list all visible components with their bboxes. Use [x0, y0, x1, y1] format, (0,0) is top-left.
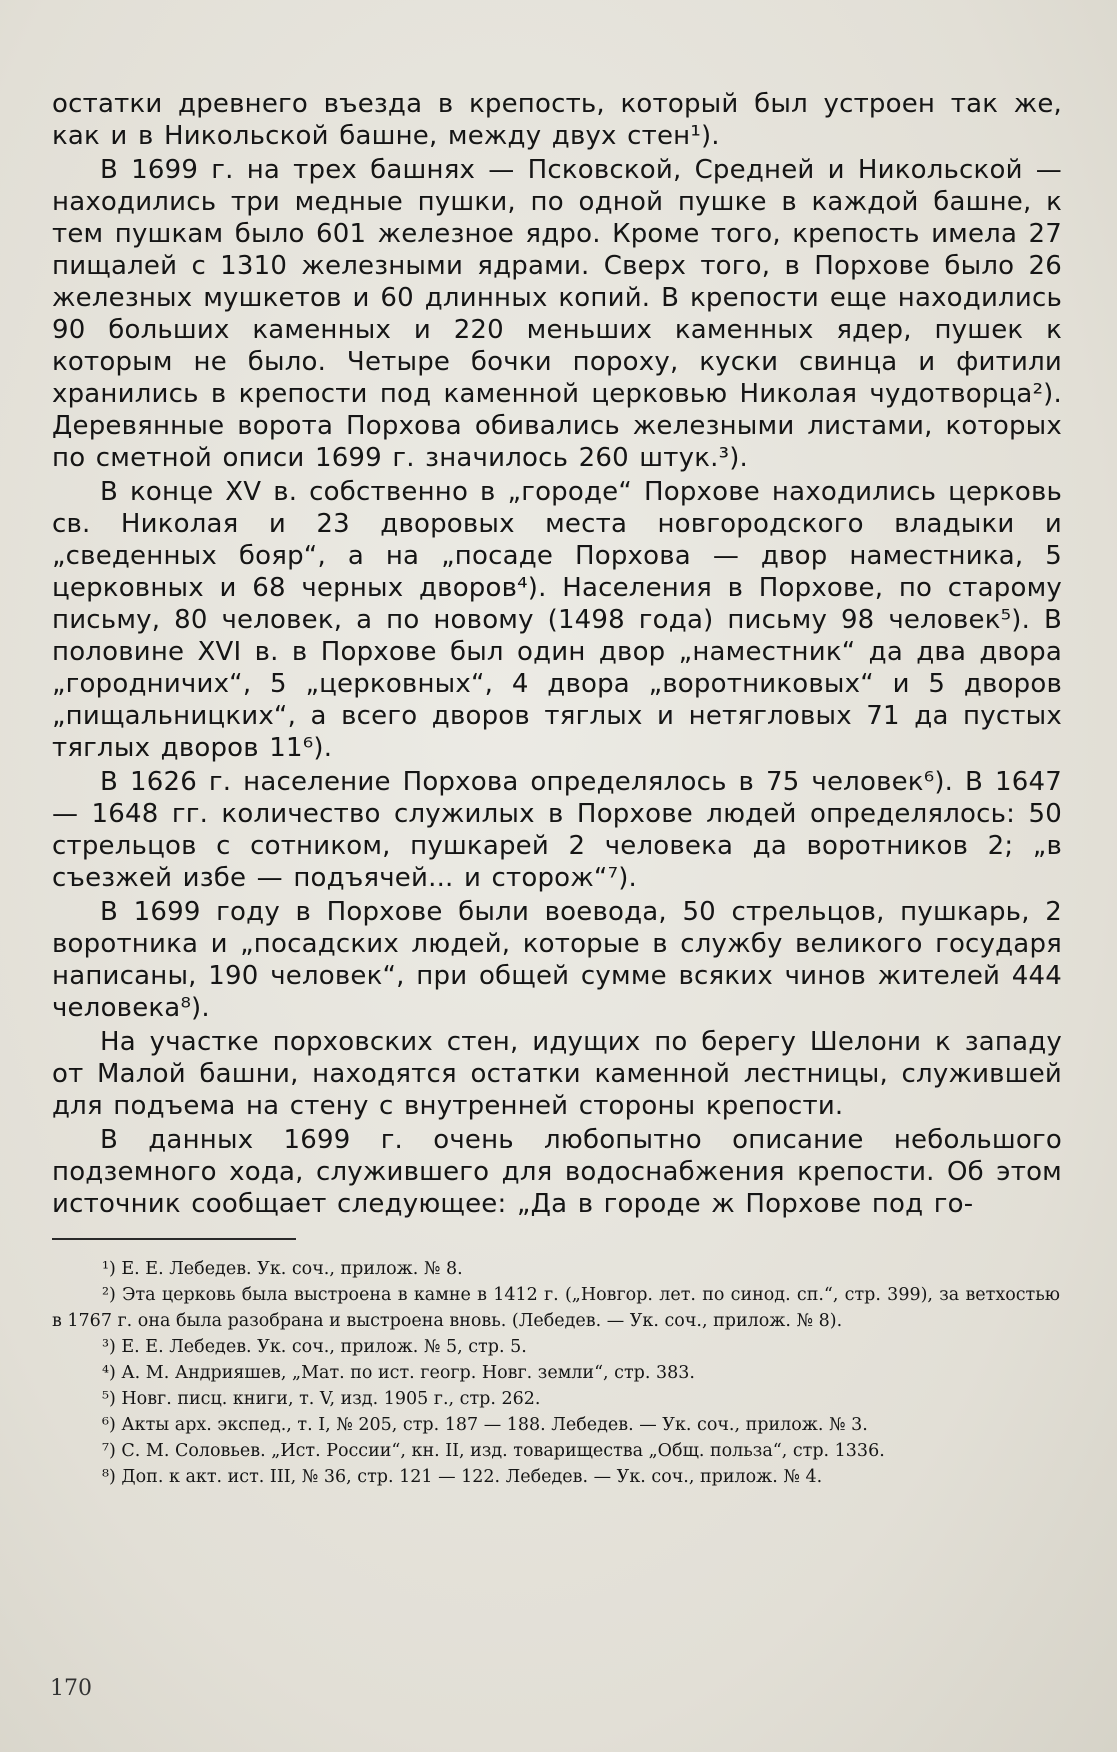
paragraph: В 1699 г. на трех башнях — Псковской, Средней и Никольской — находились три медные пушки, по одной пушке в каждой башне, к тем пушкам было 601 железное ядро. Кроме того, крепость имела 27 пищалей с 1310 железными ядрами. Сверх того, в Порхове было 26 железных мушкетов и 60 длинных копий. В крепости еще находились 90 больших каменных и 220 меньших каменных ядер, пушек к которым не было. Четыре бочки пороху, куски свинца и фитили хранились в крепости под каменной церковью Николая чудотворца²). Деревянные ворота Порхова обивались железными листами, которых по сметной описи 1699 г. значилось 260 штук.³).: [52, 155, 1062, 473]
paragraph: В конце XV в. собственно в „городе“ Порхове находились церковь св. Николая и 23 дворовых места новгородского владыки и „сведенных бояр“, а на „посаде Порхова — двор наместника, 5 церковных и 68 черных дворов⁴). Населения в Порхове, по старому письму, 80 человек, а по новому (1498 года) письму 98 человек⁵). В половине XVI в. в Порхове был один двор „наместник“ да два двора „городничих“, 5 „церковных“, 4 двора „воротниковых“ и 5 дворов „пищальницких“, а всего дворов тяглых и нетягловых 71 да пустых тяглых дворов 11⁶).: [52, 477, 1062, 763]
footnotes: [52, 1256, 1060, 1490]
footnote-separator: [52, 1238, 296, 1240]
footnote: ⁶) Акты арх. экспед., т. I, № 205, стр. 187 — 188. Лебедев. — Ук. соч., прилож. № 3.: [102, 1415, 868, 1435]
footnote: ¹) Е. Е. Лебедев. Ук. соч., прилож. № 8.: [102, 1259, 463, 1279]
paragraph: В 1626 г. население Порхова определялось в 75 человек⁶). В 1647 — 1648 гг. количество служилых в Порхове людей определялось: 50 стрельцов с сотником, пушкарей 2 человека да воротников 2; „в съезжей избе — подъячей... и сторож“⁷).: [52, 767, 1062, 893]
paragraph: В 1699 году в Порхове были воевода, 50 стрельцов, пушкарь, 2 воротника и „посадских людей, которые в службу великого государя написаны, 190 человек“, при общей сумме всяких чинов жителей 444 человека⁸).: [52, 897, 1062, 1023]
footnote: ³) Е. Е. Лебедев. Ук. соч., прилож. № 5, стр. 5.: [102, 1337, 527, 1357]
page-number: 170: [50, 1676, 92, 1701]
paragraph: В данных 1699 г. очень любопытно описание небольшого подземного хода, служившего для водоснабжения крепости. Об этом источник сообщает следующее: „Да в городе ж Порхове под го-: [52, 1125, 1062, 1219]
footnote: ⁴) А. М. Андрияшев, „Мат. по ист. геогр. Новг. земли“, стр. 383.: [102, 1363, 695, 1383]
paragraph: остатки древнего въезда в крепость, который был устроен так же, как и в Никольской башне, между двух стен¹).: [52, 89, 1062, 151]
footnote: ⁸) Доп. к акт. ист. III, № 36, стр. 121 — 122. Лебедев. — Ук. соч., прилож. № 4.: [102, 1467, 823, 1487]
footnote: ⁵) Новг. писц. книги, т. V, изд. 1905 г., стр. 262.: [102, 1389, 541, 1409]
main-text: [52, 88, 1062, 1222]
footnote: ⁷) С. М. Соловьев. „Ист. России“, кн. II, изд. товарищества „Общ. польза“, стр. 1336.: [102, 1441, 885, 1461]
paragraph: На участке порховских стен, идущих по берегу Шелони к западу от Малой башни, находятся остатки каменной лестницы, служившей для подъема на стену с внутренней стороны крепости.: [52, 1027, 1062, 1121]
footnote: ²) Эта церковь была выстроена в камне в 1412 г. („Новгор. лет. по синод. сп.“, стр. 399), за ветхостью в 1767 г. она была разобрана и выстроена вновь. (Лебедев. — Ук. соч., прилож. № 8).: [52, 1285, 1060, 1331]
